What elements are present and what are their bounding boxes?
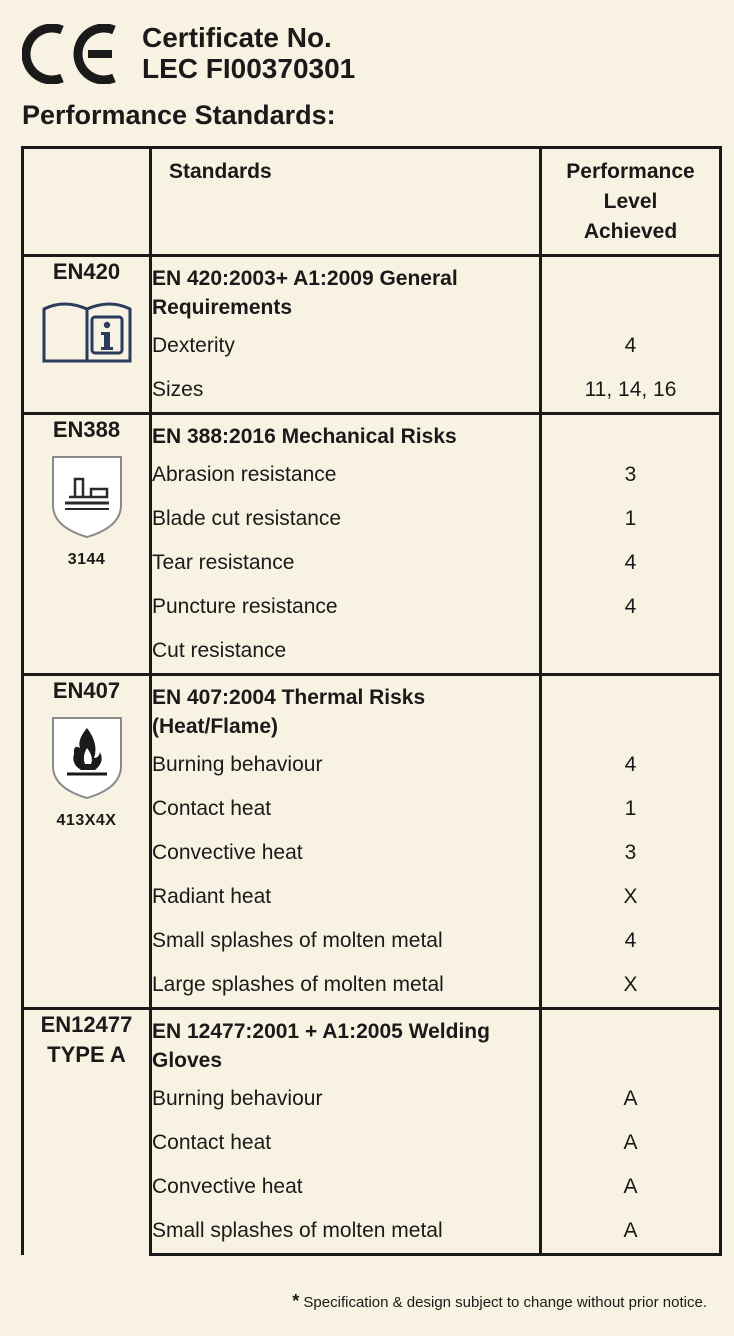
performance-level: A [541,1121,721,1165]
performance-level: 4 [541,541,721,585]
performance-level: 1 [541,787,721,831]
performance-level: 1 [541,497,721,541]
performance-level [541,629,721,675]
standard-group [23,675,721,1009]
standard-group [23,256,721,414]
standard-title: EN 407:2004 Thermal Risks (Heat/Flame) [151,675,541,744]
property-name: Sizes [151,368,541,414]
standard-title-value-cell [541,1009,721,1078]
performance-level: A [541,1077,721,1121]
header-code-cell [23,148,151,256]
standard-title-row [23,675,721,744]
standard-title-value-cell [541,675,721,744]
performance-level: X [541,963,721,1009]
standard-title: EN 420:2003+ A1:2009 General Requirements [151,256,541,325]
property-name: Contact heat [151,1121,541,1165]
pictogram-code: 413X4X [56,812,117,829]
standard-code: EN12477 [40,1012,133,1037]
flame-shield-icon [24,714,149,800]
standard-title-row [23,414,721,454]
mechanical-risk-hammer-shield-icon [24,453,149,539]
certificate-block [142,22,355,84]
certificate-number: LEC FI00370301 [142,53,356,84]
property-name: Dexterity [151,324,541,368]
performance-level: 4 [541,919,721,963]
table-header-row [23,148,721,256]
section-title: Performance Standards: [22,100,336,130]
property-name: Small splashes of molten metal [151,919,541,963]
property-name: Radiant heat [151,875,541,919]
performance-level: A [541,1165,721,1209]
standard-code: EN388 [52,417,121,442]
property-name: Contact heat [151,787,541,831]
performance-level: X [541,875,721,919]
performance-level: A [541,1209,721,1255]
performance-level: 4 [541,585,721,629]
standard-code-type: TYPE A [47,1042,126,1067]
standard-title: EN 12477:2001 + A1:2005 Welding Gloves [151,1009,541,1078]
standards-table [21,146,722,1256]
standard-code-cell [23,414,151,675]
certificate-header [22,20,712,92]
property-name: Puncture resistance [151,585,541,629]
standard-code-cell [23,675,151,1009]
pictogram-code: 3144 [67,551,106,568]
certificate-label: Certificate No. [142,22,332,53]
header-standards: Standards [151,148,541,256]
property-name: Burning behaviour [151,1077,541,1121]
standard-title-row [23,256,721,325]
header-performance-label: Performance Level Achieved [566,160,695,243]
property-name: Small splashes of molten metal [151,1209,541,1255]
property-name: Cut resistance [151,629,541,675]
header-performance [541,148,721,256]
standard-title: EN 388:2016 Mechanical Risks [151,414,541,454]
property-name: Large splashes of molten metal [151,963,541,1009]
footnote-star: * [292,1291,300,1311]
property-name: Tear resistance [151,541,541,585]
property-name: Abrasion resistance [151,453,541,497]
performance-level: 4 [541,324,721,368]
footnote-text: Specification & design subject to change without prior notice. [303,1294,707,1311]
standard-group [23,1009,721,1255]
standard-title-value-cell [541,256,721,325]
property-name: Burning behaviour [151,743,541,787]
standard-title-value-cell [541,414,721,454]
footnote [292,1290,707,1314]
performance-level: 3 [541,831,721,875]
standard-code-cell [23,256,151,414]
standard-code: EN407 [52,678,121,703]
performance-level: 11, 14, 16 [541,368,721,414]
standard-code-cell [23,1009,151,1255]
performance-level: 4 [541,743,721,787]
standard-code: EN420 [52,259,121,284]
ce-mark-icon [22,24,122,84]
standard-title-row [23,1009,721,1078]
standard-group [23,414,721,675]
performance-level: 3 [541,453,721,497]
info-manual-icon [24,295,149,367]
property-name: Blade cut resistance [151,497,541,541]
property-name: Convective heat [151,1165,541,1209]
property-name: Convective heat [151,831,541,875]
